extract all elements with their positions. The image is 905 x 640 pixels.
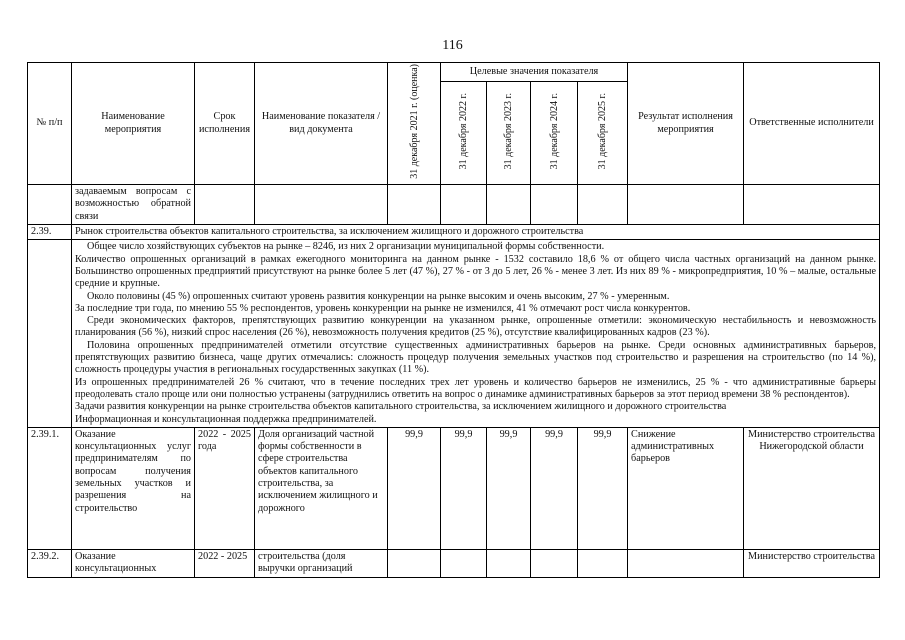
table-row (28, 549, 880, 577)
intro-paragraph: Около половины (45 %) опрошенных считают уровень развития конкуренции на рынке высоким и очень высоким, 27 % - умеренным. (87, 290, 670, 302)
row-event: Оказание консультационных услуг предпринимателям по вопросам получения земельных участков и разрешения на строительство (72, 427, 195, 549)
intro-paragraph: Среди экономических факторов, препятствующих развитию конкуренции на указанном рынке, опрошенные отметили: экономическую нестабильность и невозможность планирования (56 %), низкий спрос населения (26 %), невозможность получения кредитов (25 %), отсутствие квалифицированных кадров (23 %). (75, 315, 877, 339)
page-number: 116 (442, 38, 463, 53)
row-value-2025: 99,9 (578, 427, 628, 549)
header-result: Результат исполнения мероприятия (628, 63, 744, 185)
continuation-row (28, 185, 880, 225)
header-row (28, 63, 880, 82)
row-value-2021: 99,9 (388, 427, 441, 549)
row-term: 2022 - 2025 (195, 549, 255, 577)
row-num: 2.39.1. (28, 427, 72, 549)
intro-text (72, 240, 880, 427)
row-term: 2022 - 2025 года (195, 427, 255, 549)
intro-paragraph: Общее число хозяйствующих субъектов на рынке – 8246, из них 2 организации муниципальной формы собственности. (87, 241, 605, 253)
header-term: Срок исполнения (195, 63, 255, 185)
row-value-2022 (441, 549, 487, 577)
intro-row (28, 240, 880, 427)
header-2023: 31 декабря 2023 г. (487, 81, 531, 184)
header-num: № п/п (28, 63, 72, 185)
section-title: Рынок строительства объектов капитального строительства, за исключением жилищного и дорожного строительства (72, 225, 880, 240)
intro-paragraph: Половина опрошенных предпринимателей отметили отсутствие существенных административных барьеров на рынке. Среди основных административных барьеров, препятствующих развитию бизнеса, чаще других отмечались: сложность процедур получения земельных участков под строительство и разрешения на строительство (по 14 %), сложность процедуры участия в региональных государственных закупках (11 %). (75, 339, 877, 376)
row-indicator: Доля организаций частной формы собственности в сфере строительства объектов капитального строительства, за исключением жилищного и дорожного (255, 427, 388, 549)
row-event: Оказание консультационных (72, 549, 195, 577)
header-target-group: Целевые значения показателя (441, 63, 628, 82)
intro-paragraph: Из опрошенных предпринимателей 26 % считают, что в течение последних трех лет уровень и количество барьеров не изменились, 25 % - что административные барьеры преодолевать стало проще или они полностью устранены (затруднились ответить на вопрос о динамике административных барьеров за этот период времени 38 % респондентов). (75, 376, 877, 400)
continuation-event: задаваемым вопросам с возможностью обратной связи (72, 185, 195, 225)
header-indicator: Наименование показателя / вид документа (255, 63, 388, 185)
row-value-2023: 99,9 (487, 427, 531, 549)
row-value-2024 (531, 549, 578, 577)
row-result (628, 549, 744, 577)
header-2025: 31 декабря 2025 г. (578, 81, 628, 184)
row-value-2023 (487, 549, 531, 577)
row-value-2024: 99,9 (531, 427, 578, 549)
row-indicator: строительства (доля выручки организаций (255, 549, 388, 577)
row-responsible: Министерство строительства Нижегородской области (744, 427, 880, 549)
table-row (28, 427, 880, 549)
measures-table (27, 62, 880, 578)
row-responsible: Министерство строительства (744, 549, 880, 577)
header-2024: 31 декабря 2024 г. (531, 81, 578, 184)
header-event: Наименование мероприятия (72, 63, 195, 185)
intro-paragraph: Информационная и консультационная поддержка предпринимателей. (75, 413, 377, 425)
header-2022: 31 декабря 2022 г. (441, 81, 487, 184)
row-num: 2.39.2. (28, 549, 72, 577)
intro-paragraph: За последние три года, по мнению 55 % респондентов, уровень конкуренции на рынке не изменился, 41 % отмечают рост числа конкурентов. (75, 302, 691, 314)
intro-paragraph: Задачи развития конкуренции на рынке строительства объектов капитального строительства, за исключением жилищного и дорожного строительства (75, 401, 727, 413)
row-value-2025 (578, 549, 628, 577)
section-row (28, 225, 880, 240)
header-2021: 31 декабря 2021 г. (оценка) (388, 63, 441, 185)
row-result: Снижение административных барьеров (628, 427, 744, 549)
section-num: 2.39. (28, 225, 72, 240)
row-value-2021 (388, 549, 441, 577)
row-value-2022: 99,9 (441, 427, 487, 549)
intro-paragraph: Количество опрошенных организаций в рамках ежегодного мониторинга на данном рынке - 1532 составило 18,6 % от общего числа частных организаций на данном рынке. Большинство опрошенных предприятий присутствуют на рынке более 5 лет (47 %), 27 % - от 3 до 5 лет, 26 % - менее 3 лет. Из них 89 % - микропредприятия, 10 % – малые, остальные средние и крупные. (75, 253, 877, 290)
header-responsible: Ответственные исполнители (744, 63, 880, 185)
